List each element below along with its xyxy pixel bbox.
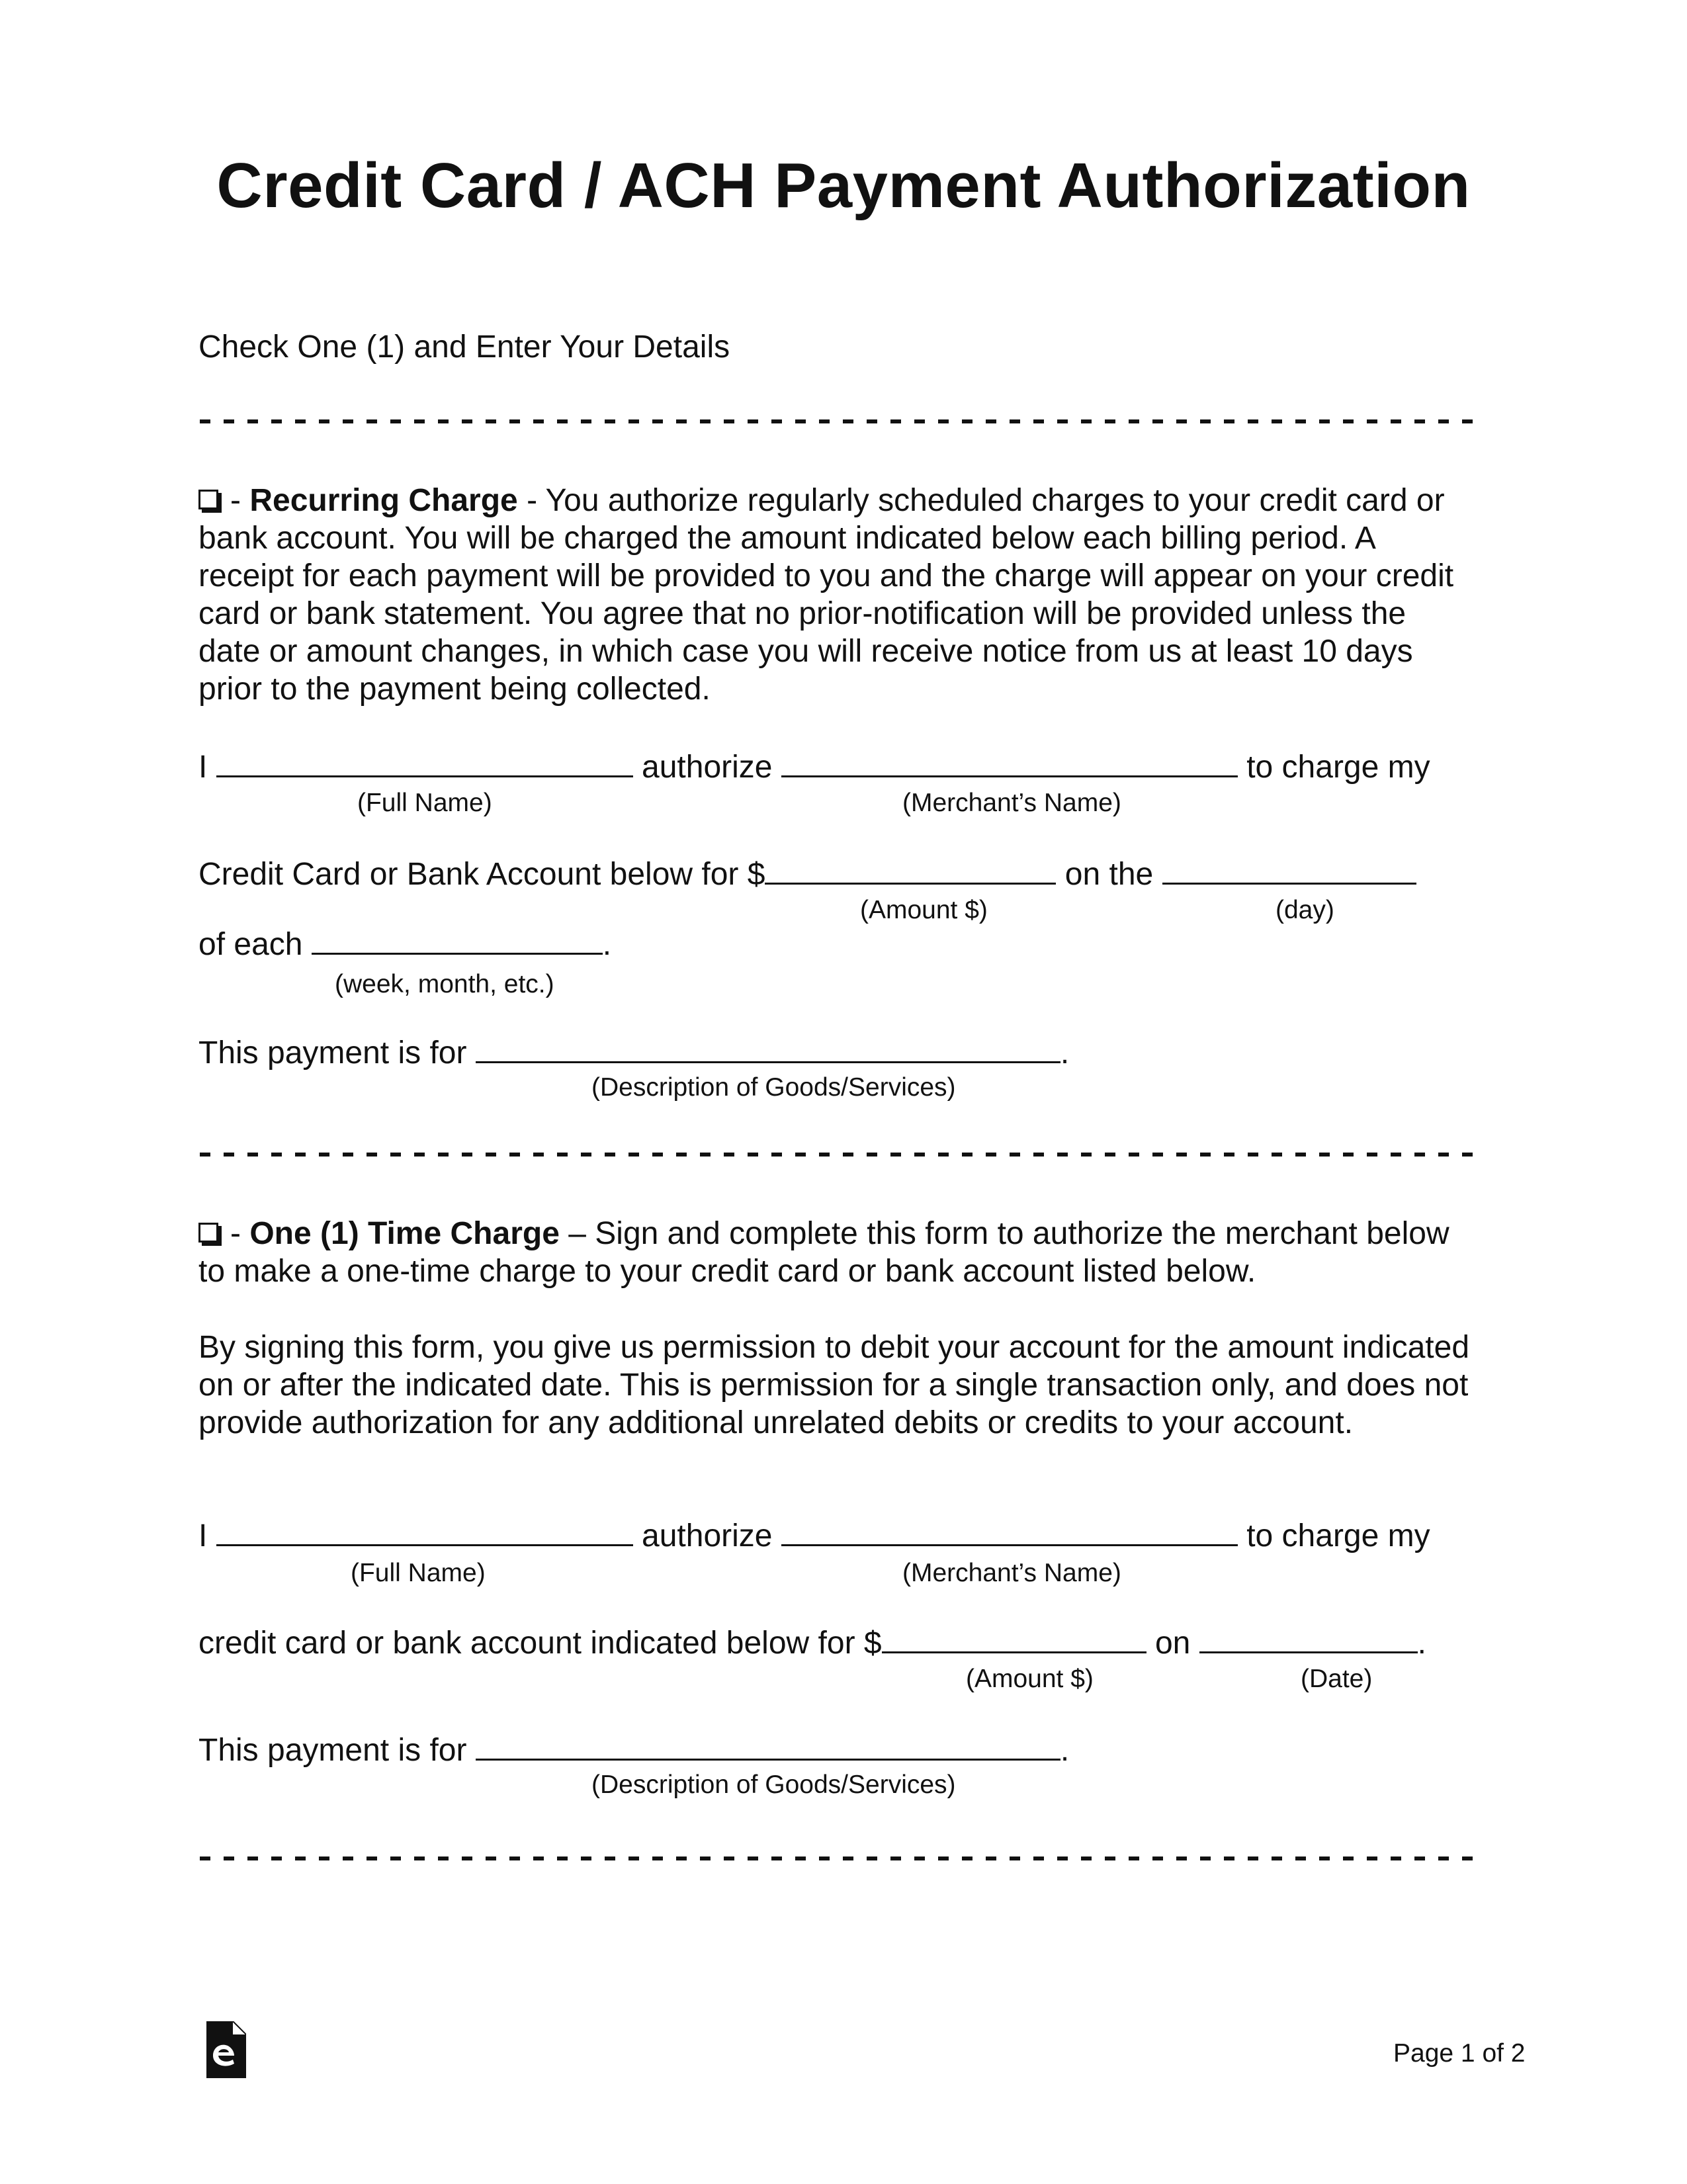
instructions: Check One (1) and Enter Your Details [198, 329, 730, 365]
recurring-amount-line [198, 853, 1416, 894]
recurring-authorize-line [198, 746, 1430, 787]
recurring-period-field[interactable] [312, 924, 603, 955]
one-time-full-name-field[interactable] [216, 1515, 633, 1546]
on-the-word: on the [1064, 857, 1154, 892]
one-time-charge-intro: Sign and complete this form to authorize the merchant below to make a one-time charge to your credit card or bank account listed below. [198, 1216, 1449, 1289]
authorize-line-suffix: to charge my [1246, 1518, 1430, 1553]
permission-paragraph: By signing this form, you give us permission to debit your account for the amount indicated on or after the indicated date. This is permission for a single transaction only, and does not provide authorization for any additional unrelated debits or credits to your account. [198, 1330, 1470, 1440]
caption-description: (Description of Goods/Services) [591, 1770, 956, 1799]
caption-full-name: (Full Name) [351, 1559, 486, 1587]
on-word: on [1154, 1626, 1191, 1661]
authorize-line-prefix: I [198, 750, 208, 785]
one-time-date-field[interactable] [1199, 1622, 1418, 1653]
page-title: Credit Card / ACH Payment Authorization [216, 150, 1471, 221]
recurring-description-field[interactable] [476, 1032, 1060, 1063]
amount-line-prefix: credit card or bank account indicated below for $ [198, 1626, 882, 1661]
recurring-charge-intro: You authorize regularly scheduled charges to your credit card or bank account. You will be charged the amount indicated below each billing period. A receipt for each payment will be provided to you and the charge will appear on your credit card or bank statement. You agree that no prior-notification will be provided unless the date or amount changes, in which case you will receive notice from us at least 10 days prior to the payment being collected. [198, 483, 1454, 707]
one-time-charge-label: One (1) Time Charge [249, 1216, 560, 1251]
recurring-description-line [198, 1032, 1069, 1072]
authorize-line-prefix: I [198, 1518, 208, 1553]
caption-merchant-name: (Merchant’s Name) [902, 1559, 1121, 1587]
one-time-amount-field[interactable] [882, 1622, 1146, 1653]
eforms-logo-icon [206, 2021, 246, 2078]
authorize-line-suffix: to charge my [1246, 750, 1430, 785]
caption-day: (day) [1276, 896, 1334, 924]
caption-merchant-name: (Merchant’s Name) [902, 789, 1121, 817]
page-number: Page 1 of 2 [1393, 2039, 1526, 2068]
caption-amount: (Amount $) [860, 896, 988, 924]
recurring-charge-description: - Recurring Charge - You authorize regularly scheduled charges to your credit card or bank account. You will be charged the amount indicated below each billing period. A receipt for each payment will be provided to you and the charge will appear on your credit card or bank statement. You agree that no prior-notification will be provided unless the date or amount changes, in which case you will receive notice from us at least 10 days prior to the payment being collected. [198, 483, 1454, 707]
recurring-charge-checkbox[interactable] [198, 490, 218, 509]
caption-description: (Description of Goods/Services) [591, 1073, 956, 1102]
amount-line-prefix: Credit Card or Bank Account below for $ [198, 857, 765, 892]
period-line-prefix: of each [198, 927, 303, 962]
one-time-merchant-name-field[interactable] [781, 1515, 1238, 1546]
recurring-period-line [198, 924, 611, 964]
amount-line-suffix: . [1417, 1626, 1427, 1661]
recurring-charge-label: Recurring Charge [249, 483, 518, 518]
description-line-prefix: This payment is for [198, 1733, 467, 1768]
one-time-authorize-line [198, 1515, 1430, 1555]
one-time-charge-checkbox[interactable] [198, 1223, 218, 1243]
recurring-merchant-name-field[interactable] [781, 746, 1238, 777]
caption-period: (week, month, etc.) [335, 970, 554, 998]
one-time-charge-description: - One (1) Time Charge – Sign and complete this form to authorize the merchant below to make a one-time charge to your credit card or bank account listed below. [198, 1216, 1449, 1289]
one-time-description-line [198, 1729, 1069, 1770]
authorize-word: authorize [642, 750, 773, 785]
description-line-suffix: . [1060, 1035, 1070, 1070]
caption-full-name: (Full Name) [357, 789, 492, 817]
period-line-suffix: . [602, 927, 612, 962]
section-divider [200, 1856, 1482, 1860]
one-time-amount-line [198, 1622, 1426, 1663]
recurring-full-name-field[interactable] [216, 746, 633, 777]
recurring-amount-field[interactable] [765, 853, 1056, 885]
section-divider [200, 1153, 1482, 1157]
section-divider [200, 419, 1482, 423]
recurring-day-field[interactable] [1162, 853, 1416, 885]
description-line-prefix: This payment is for [198, 1035, 467, 1070]
authorize-word: authorize [642, 1518, 773, 1553]
one-time-description-field[interactable] [476, 1729, 1060, 1761]
caption-amount: (Amount $) [966, 1665, 1094, 1693]
description-line-suffix: . [1060, 1733, 1070, 1768]
caption-date: (Date) [1301, 1665, 1373, 1693]
